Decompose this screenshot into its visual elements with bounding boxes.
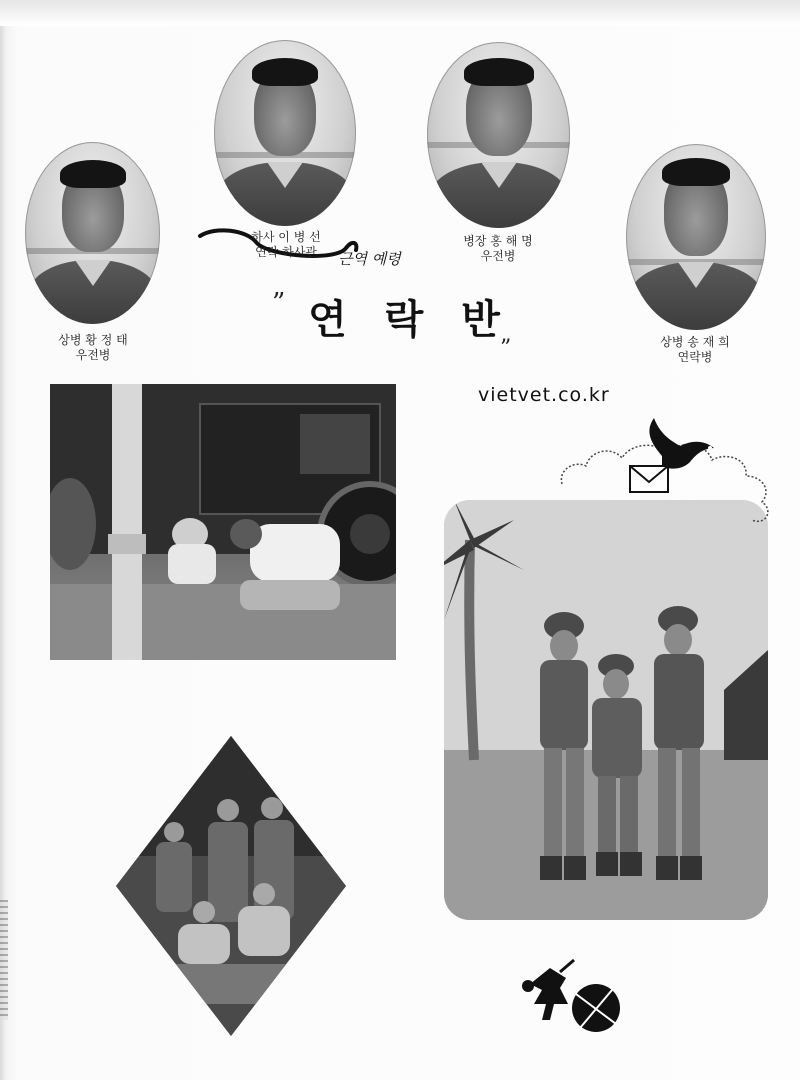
portrait-2 [214,40,356,226]
handwritten-signature: 근역 예령 [338,250,401,268]
portrait-4 [626,144,766,330]
portrait-1 [25,142,160,324]
portrait-2-caption [236,230,336,260]
portrait-collar [678,262,714,288]
portrait-4-role: 연락병 [677,350,713,364]
portrait-3 [427,42,570,228]
dove-with-envelope-icon [556,410,782,530]
title-quote-close: ” [500,336,512,361]
portrait-1-role: 우전병 [75,348,111,362]
portrait-3-caption [448,234,548,264]
portrait-collar [267,162,303,188]
title-quote-open: ” [272,288,286,318]
portrait-2-role: 연락 하사관 [255,245,317,259]
page-edge-strip [0,900,8,1020]
portrait-collar [481,162,517,188]
portrait-1-rank-name: 상병 황 정 태 [58,333,128,347]
portrait-hair [464,58,534,86]
portrait-4-rank-name: 상병 송 재 희 [660,335,730,349]
truck-scene [50,384,396,660]
three-soldiers-scene [444,500,768,920]
group-of-soldiers-photo [116,736,346,1036]
portrait-hair [60,160,126,188]
portrait-2-rank-name: 하사 이 병 선 [251,230,321,244]
portrait-4-caption [640,335,750,365]
portrait-hair [252,58,318,86]
portrait-hair [662,158,730,186]
three-soldiers-photo [444,500,768,920]
diamond-group-scene [116,736,346,1036]
portrait-3-role: 우전병 [480,249,516,263]
mascot-drummer-icon [520,958,630,1038]
portrait-3-rank-name: 병장 홍 해 명 [463,234,533,248]
portrait-collar [75,260,111,286]
watermark-url: vietvet.co.kr [478,384,610,406]
truck-repair-photo [50,384,396,660]
page-top-shadow [0,0,800,26]
page-title: 연 락 반 [308,297,512,343]
portrait-1-caption [38,333,148,363]
